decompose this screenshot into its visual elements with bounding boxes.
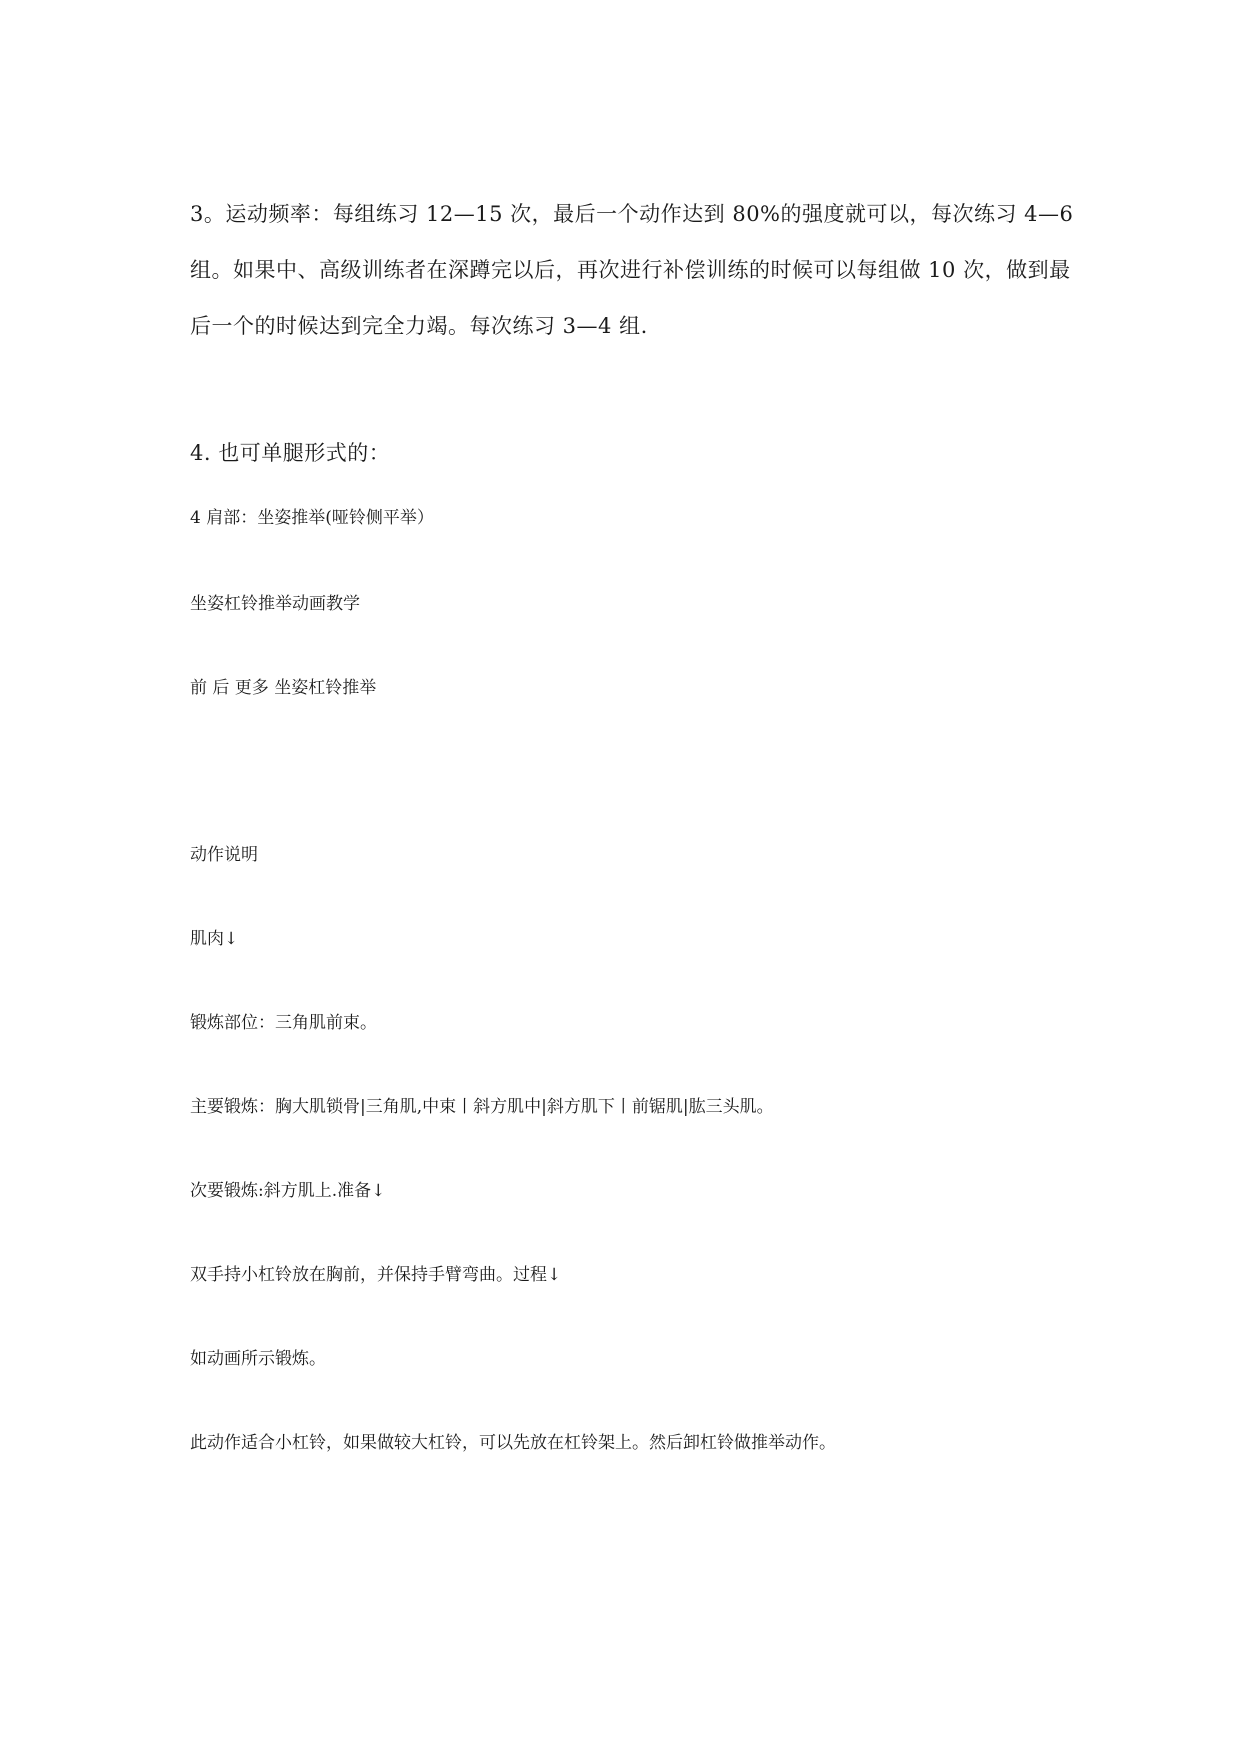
paragraph-line: 3。运动频率：每组练习 12—15 次，最后一个动作达到 80%的强度就可以，每次练习 4—6 [190,202,1074,226]
animation-note: 如动画所示锻炼。 [190,1349,326,1369]
suitability-note: 此动作适合小杠铃，如果做较大杠铃，可以先放在杠铃架上。然后卸杠铃做推举动作。 [190,1433,836,1453]
paragraph-line: 后一个的时候达到完全力竭。每次练习 3—4 组. [190,314,648,338]
shoulder-title: 4 肩部：坐姿推举(哑铃侧平举） [190,508,434,528]
paragraph-line: 组。如果中、高级训练者在深蹲完以后，再次进行补偿训练的时候可以每组做 10 次，做到最 [190,258,1071,282]
muscle-label: 肌肉↓ [190,929,239,949]
hold-instruction: 双手持小杠铃放在胸前，并保持手臂弯曲。过程↓ [190,1265,562,1285]
training-part: 锻炼部位：三角肌前束。 [190,1013,377,1033]
action-description-heading: 动作说明 [190,845,258,865]
nav-line: 前 后 更多 坐姿杠铃推举 [190,678,377,698]
main-training: 主要锻炼：胸大肌锁骨|三角肌,中束丨斜方肌中|斜方肌下丨前锯肌|肱三头肌。 [190,1097,774,1117]
section-3-paragraph [190,186,1074,354]
section-4-heading: 4. 也可单腿形式的： [190,441,391,465]
secondary-training: 次要锻炼:斜方肌上.准备↓ [190,1181,386,1201]
animation-title: 坐姿杠铃推举动画教学 [190,594,360,614]
